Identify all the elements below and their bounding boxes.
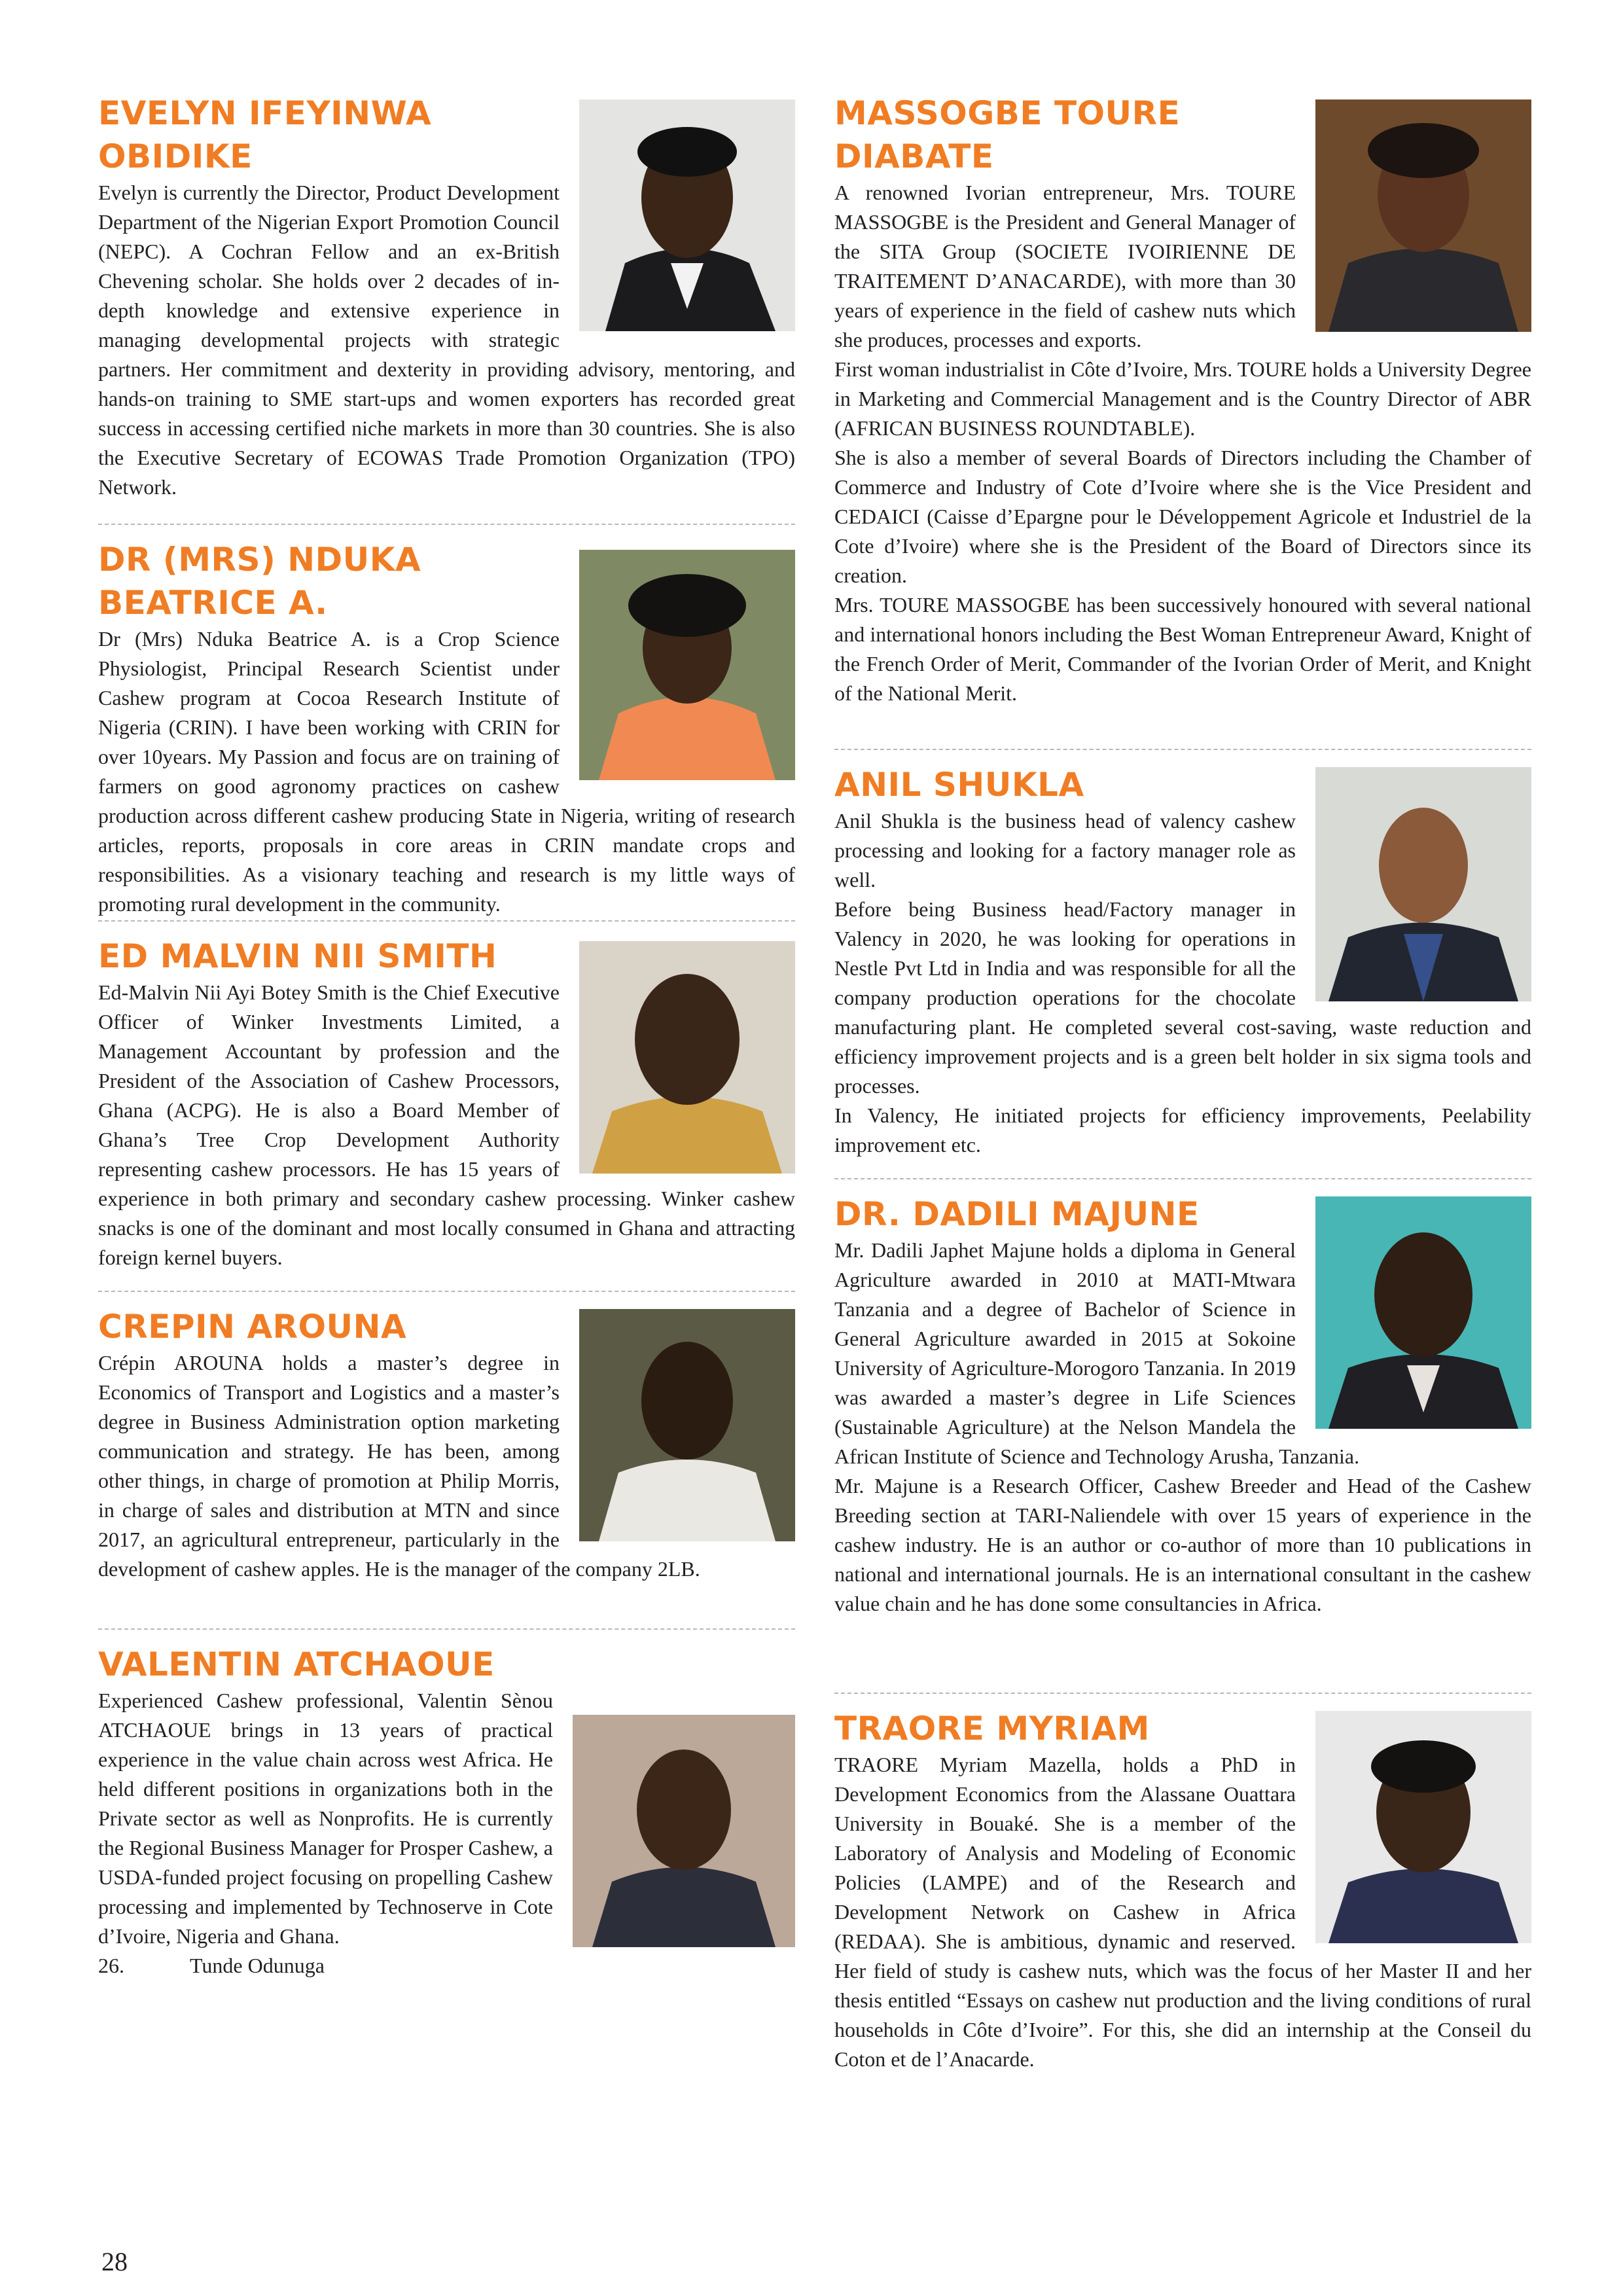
profile-anil-shukla [834,763,1531,1162]
profile-name-line2: OBIDIKE [98,137,253,175]
portrait-photo-icon [1315,1711,1531,1943]
profile-bio: Before being Business head/Factory manager in Valency in 2020, he was looking for operations in Nestle Pvt Ltd in India and was responsible for all the company production operations for the chocolate manufacturing plant. He completed several cost-saving, waste reduction and efficiency improvement projects and is a green belt holder in six sigma tools and processes. [834,897,1531,1098]
portrait-photo-icon [579,550,795,780]
profile-bio: A renowned Ivorian entrepreneur, Mrs. TOURE MASSOGBE is the President and General Manager of the SITA Group (SOCIETE IVOIRIENNE DE TRAITEMENT D’ANACARDE), with more than 30 years of experience in the field of cashew nuts which she produces, processes and exports. [834,181,1296,351]
profile-valentin-atchaoue [98,1643,795,1981]
profile-name: DR. DADILI MAJUNE [834,1195,1200,1233]
profile-bio: She is also a member of several Boards of Directors including the Chamber of Commerce and Industry of Cote d’Ivoire where she is the Vice President and CEDAICI (Caisse d’Epargne pour le Développement Agricole et Industriel de la Cote d’Ivoire) where she is the President of the Board of Directors since its creation. [834,446,1531,587]
profile-massogbe-toure [834,92,1531,733]
portrait-photo-icon [579,99,795,331]
profile-bio: Evelyn is currently the Director, Product Development Department of the Nigerian Export Promotion Council (NEPC). A Cochran Fellow and an ex-British Chevening scholar. She holds over 2 decades of in-depth knowledge and extensive experience in managing developmental projects with strategic partners. Her commitment and dexterity in providing advisory, mentoring, and hands-on training to SME start-ups and women exporters has recorded great success in accessing certified niche markets in more than 30 countries. She is also the Executive Secretary of ECOWAS Trade Promotion Organization (TPO) Network. [98,181,795,499]
profile-evelyn-obidike [98,92,795,508]
right-column [834,92,1531,2074]
section-divider [834,1693,1531,1694]
section-divider [834,749,1531,750]
portrait-photo-icon [573,1715,795,1947]
portrait-photo-icon [579,1309,795,1541]
profile-name: MASSOGBE TOURE [834,94,1181,132]
profile-name: DR (MRS) NDUKA BEATRICE A. [98,541,421,622]
profile-name: EVELYN IFEYINWA [98,94,432,132]
left-column [98,92,795,1981]
section-divider [98,920,795,922]
profile-name: TRAORE MYRIAM [834,1710,1150,1748]
portrait-photo-icon [579,941,795,1174]
profile-name: ANIL SHUKLA [834,766,1084,804]
profile-nduka-beatrice [98,538,795,916]
profile-bio: Mr. Dadili Japhet Majune holds a diploma in General Agriculture awarded in 2010 at MATI-Mtwara Tanzania and a degree of Bachelor of Science in General Agriculture awarded in 2015 at Sokoine University of Agriculture-Morogoro Tanzania. In 2019 was awarded a master’s degree in Life Sciences (Sustainable Agriculture) at the Nelson Mandela the African Institute of Science and Technology Arusha, Tanzania. [834,1238,1360,1468]
profile-bio: TRAORE Myriam Mazella, holds a PhD in Development Economics from the Alassane Ouattara University in Bouaké. She is a member of the Laboratory of Analysis and Modeling of Economic Policies (LAMPE) and of the Research and Development Network on Cashew in Africa (REDAA). She is ambitious, dynamic and reserved. Her field of study is cashew nuts, which was the focus of her Master II and her thesis entitled “Essays on cashew nut production and the living conditions of rural households in Côte d’Ivoire”. For this, she did an internship at the Conseil du Coton et de l’Anacarde. [834,1753,1531,2071]
profile-name: ED MALVIN NII SMITH [98,937,497,975]
profile-bio: First woman industrialist in Côte d’Ivoire, Mrs. TOURE holds a University Degree in Marketing and Commercial Management and is the Country Director of ABR (AFRICAN BUSINESS ROUNDTABLE). [834,357,1531,440]
section-divider [834,1178,1531,1179]
profile-bio: Mrs. TOURE MASSOGBE has been successively honoured with several national and international honors including the Best Woman Entrepreneur Award, Knight of the French Order of Merit, Commander of the Ivorian Order of Merit, and Knight of the National Merit. [834,593,1531,705]
portrait-photo-icon [1315,767,1531,1001]
profile-bio: Ed-Malvin Nii Ayi Botey Smith is the Chief Executive Officer of Winker Investments Limited, a Management Accountant by profession and the President of the Association of Cashew Processors, Ghana (ACPG). He is also a Board Member of Ghana’s Tree Crop Development Authority representing cashew processors. He has 15 years of experience in both primary and secondary cashew processing. Winker cashew snacks is one of the dominant and most locally consumed in Ghana and attracting foreign kernel buyers. [98,980,795,1269]
section-divider [98,524,795,525]
section-divider [98,1628,795,1630]
portrait-photo-icon [1315,99,1531,332]
reference-number: 26. [98,1954,124,1977]
profile-crepin-arouna [98,1305,795,1613]
section-divider [98,1291,795,1292]
profile-ed-malvin-smith [98,935,795,1275]
profile-name-line2: DIABATE [834,137,994,175]
reference-name: Tunde Odunuga [190,1954,325,1977]
profile-bio: Experienced Cashew professional, Valentin Sènou ATCHAOUE brings in 13 years of practical experience in the value chain across west Africa. He held different positions in organizations both in the Private sector as well as Nonprofits. He is currently the Regional Business Manager for Prosper Cashew, a USDA-funded project focusing on propelling Cashew processing and implemented by Technoserve in Cote d’Ivoire, Nigeria and Ghana. [98,1689,553,1948]
profile-dadili-majune [834,1193,1531,1677]
profile-bio: Crépin AROUNA holds a master’s degree in Economics of Transport and Logistics and a master’s degree in Business Administration option marketing communication and strategy. He has been, among other things, in charge of promotion at Philip Morris, in charge of sales and distribution at MTN and since 2017, an agricultural entrepreneur, particularly in the development of cashew apples. He is the manager of the company 2LB. [98,1351,700,1581]
profile-bio: Anil Shukla is the business head of valency cashew processing and looking for a factory manager role as well. [834,809,1296,891]
profile-name: CREPIN AROUNA [98,1308,407,1346]
portrait-photo-icon [1315,1196,1531,1429]
profile-bio: Mr. Majune is a Research Officer, Cashew Breeder and Head of the Cashew Breeding section at TARI-Naliendele with over 15 years of experience in the cashew industry. He is an author or co-author of more than 10 publications in national and international journals. He is an international consultant in the cashew value chain and he has done some consultancies in Africa. [834,1474,1531,1615]
profile-bio: In Valency, He initiated projects for efficiency improvements, Peelability improvement etc. [834,1103,1531,1157]
profile-name: VALENTIN ATCHAOUE [98,1645,495,1683]
page-number: 28 [101,2247,128,2276]
profile-bio: Dr (Mrs) Nduka Beatrice A. is a Crop Science Physiologist, Principal Research Scientist under Cashew program at Cocoa Research Institute of Nigeria (CRIN). I have been working with CRIN for over 10years. My Passion and focus are on training of farmers on good agronomy practices on cashew production across different cashew producing State in Nigeria, writing of research articles, reports, proposals in core areas in CRIN mandate crops and responsibilities. As a visionary teaching and research is my little ways of promoting rural development in the community. [98,627,795,916]
profile-traore-myriam [834,1707,1531,2074]
trailing-reference [98,1951,795,1981]
